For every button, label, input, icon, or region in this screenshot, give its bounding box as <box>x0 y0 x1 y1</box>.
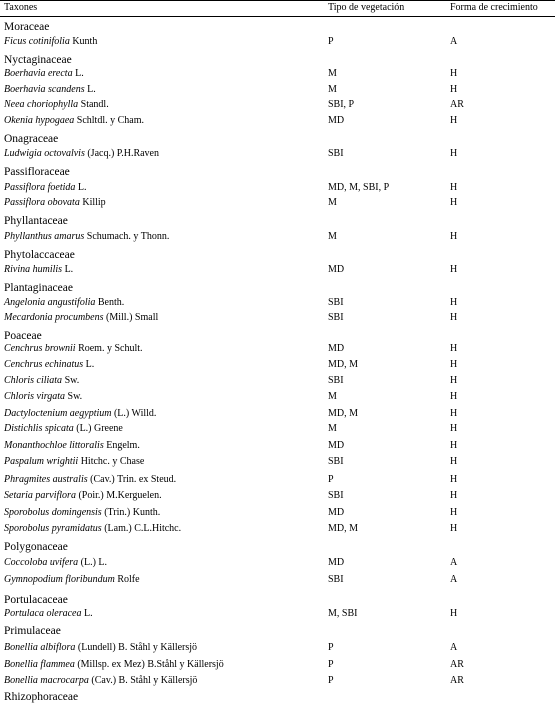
species-row <box>0 606 557 621</box>
growth-form-cell: AR <box>450 99 464 110</box>
taxon-cell <box>4 640 197 655</box>
species-row <box>0 555 557 570</box>
species-row <box>0 454 557 469</box>
taxon-cell <box>4 113 144 128</box>
vegetation-type-cell: P <box>328 659 334 670</box>
species-author: Standl. <box>78 99 109 110</box>
taxon-cell <box>4 195 106 210</box>
species-name: Cenchrus brownii <box>4 343 76 354</box>
species-name: Phragmites australis <box>4 474 88 485</box>
species-row <box>0 195 557 210</box>
species-author: (L.) L. <box>78 557 108 568</box>
taxon-cell <box>4 673 197 688</box>
species-author: L. <box>81 608 93 619</box>
growth-form-cell: H <box>450 197 458 208</box>
species-name: Sporobolus domingensis <box>4 507 102 518</box>
species-author: L. <box>75 182 87 193</box>
vegetation-type-cell: SBI <box>328 148 344 159</box>
growth-form-cell: H <box>450 264 458 275</box>
taxon-cell <box>4 406 156 421</box>
family-name: Plantaginaceae <box>4 282 73 294</box>
species-name: Ludwigia octovalvis <box>4 148 85 159</box>
species-name: Portulaca oleracea <box>4 608 82 619</box>
species-author: Hitchc. y Chase <box>78 456 145 467</box>
family-name: Phytolaccaceae <box>4 249 75 261</box>
species-name: Passiflora obovata <box>4 197 80 208</box>
taxon-cell <box>4 262 73 277</box>
species-row <box>0 113 557 128</box>
taxon-cell <box>4 341 143 356</box>
species-author: L. <box>83 359 95 370</box>
species-author: (Trin.) Kunth. <box>101 507 161 518</box>
species-name: Okenia hypogaea <box>4 115 75 126</box>
species-name: Chloris virgata <box>4 391 66 402</box>
species-name: Distichlis spicata <box>4 423 74 434</box>
species-row <box>0 488 557 503</box>
species-name: Cenchrus echinatus <box>4 359 84 370</box>
species-author: (Mill.) Small <box>103 312 159 323</box>
species-author: Kunth <box>69 36 98 47</box>
family-name: Rhizophoraceae <box>4 691 79 703</box>
species-row <box>0 373 557 388</box>
growth-form-cell: H <box>450 312 458 323</box>
growth-form-cell: H <box>450 148 458 159</box>
growth-form-cell: H <box>450 375 458 386</box>
species-author: Engelm. <box>103 440 140 451</box>
species-name: Monanthochloe littoralis <box>4 440 104 451</box>
species-author: (Millsp. ex Mez) B.Ståhl y Källersjö <box>74 659 224 670</box>
vegetation-type-cell: SBI <box>328 375 344 386</box>
vegetation-type-cell: MD, M <box>328 523 359 534</box>
species-name: Dactyloctenium aegyptium <box>4 408 112 419</box>
taxon-cell <box>4 34 97 49</box>
species-name: Boerhavia scandens <box>4 84 85 95</box>
vegetation-type-cell: M <box>328 197 337 208</box>
growth-form-cell: A <box>450 557 458 568</box>
species-name: Paspalum wrightii <box>4 456 79 467</box>
species-row <box>0 82 557 97</box>
taxon-cell <box>4 572 140 587</box>
family-row <box>0 539 557 556</box>
species-row <box>0 572 557 587</box>
growth-form-cell: H <box>450 408 458 419</box>
species-author: Schltdl. y Cham. <box>74 115 144 126</box>
species-row <box>0 34 557 49</box>
species-row <box>0 180 557 195</box>
taxon-cell <box>4 606 93 621</box>
taxon-cell <box>4 421 123 436</box>
species-name: Chloris ciliata <box>4 375 63 386</box>
taxon-cell <box>4 310 158 325</box>
vegetation-type-cell: SBI <box>328 456 344 467</box>
taxon-cell <box>4 555 107 570</box>
vegetation-type-cell: MD <box>328 264 345 275</box>
species-author: Benth. <box>95 297 125 308</box>
taxon-cell <box>4 97 109 112</box>
taxon-cell <box>4 488 162 503</box>
header-bottom-rule <box>0 16 555 17</box>
species-author: (L.) Willd. <box>111 408 157 419</box>
growth-form-cell: H <box>450 440 458 451</box>
species-name: Bonellia macrocarpa <box>4 675 89 686</box>
vegetation-type-cell: MD, M <box>328 359 359 370</box>
vegetation-type-cell: M <box>328 84 337 95</box>
species-row <box>0 389 557 404</box>
taxon-cell <box>4 180 87 195</box>
growth-form-cell: H <box>450 84 458 95</box>
vegetation-type-cell: P <box>328 642 334 653</box>
species-row <box>0 406 557 421</box>
family-row <box>0 689 557 706</box>
growth-form-cell: A <box>450 36 458 47</box>
species-author: Rolfe <box>114 574 140 585</box>
vegetation-type-cell: M <box>328 231 337 242</box>
species-row <box>0 438 557 453</box>
species-author: (Lundell) B. Ståhl y Källersjö <box>75 642 198 653</box>
species-row <box>0 357 557 372</box>
taxon-cell <box>4 295 124 310</box>
taxon-cell <box>4 505 160 520</box>
growth-form-cell: H <box>450 507 458 518</box>
family-name: Poaceae <box>4 330 42 342</box>
species-name: Bonellia flammea <box>4 659 75 670</box>
family-name: Nyctaginaceae <box>4 54 72 66</box>
species-row <box>0 673 557 688</box>
species-author: Sw. <box>65 391 83 402</box>
growth-form-cell: H <box>450 297 458 308</box>
taxon-cell <box>4 657 224 672</box>
species-author: Roem. y Schult. <box>75 343 143 354</box>
species-author: Killip <box>79 197 106 208</box>
species-name: Ficus cotinifolia <box>4 36 70 47</box>
vegetation-type-cell: MD, M, SBI, P <box>328 182 390 193</box>
vegetation-type-cell: P <box>328 675 334 686</box>
vegetation-type-cell: SBI <box>328 312 344 323</box>
family-name: Phyllantaceae <box>4 215 68 227</box>
species-row <box>0 640 557 655</box>
header-vegetation-type: Tipo de vegetación <box>328 2 405 13</box>
species-row <box>0 521 557 536</box>
species-row <box>0 262 557 277</box>
vegetation-type-cell: MD, M <box>328 408 359 419</box>
vegetation-type-cell: P <box>328 474 334 485</box>
species-row <box>0 66 557 81</box>
taxon-cell <box>4 357 94 372</box>
growth-form-cell: H <box>450 182 458 193</box>
species-name: Coccoloba uvifera <box>4 557 79 568</box>
vegetation-type-cell: P <box>328 36 334 47</box>
growth-form-cell: H <box>450 115 458 126</box>
species-row <box>0 146 557 161</box>
species-name: Passiflora foetida <box>4 182 76 193</box>
taxon-cell <box>4 373 79 388</box>
species-name: Mecardonia procumbens <box>4 312 104 323</box>
vegetation-type-cell: M <box>328 391 337 402</box>
species-author: (Poir.) M.Kerguelen. <box>75 490 162 501</box>
species-row <box>0 657 557 672</box>
taxon-cell <box>4 146 159 161</box>
vegetation-type-cell: MD <box>328 557 345 568</box>
species-name: Sporobolus pyramidatus <box>4 523 102 534</box>
species-row <box>0 295 557 310</box>
species-row <box>0 341 557 356</box>
header-growth-form: Forma de crecimiento <box>450 2 538 13</box>
species-name: Phyllanthus amarus <box>4 231 85 242</box>
family-name: Portulacaceae <box>4 594 68 606</box>
growth-form-cell: H <box>450 391 458 402</box>
species-row <box>0 421 557 436</box>
taxon-cell <box>4 521 181 536</box>
family-row <box>0 213 557 230</box>
vegetation-type-cell: SBI, P <box>328 99 355 110</box>
growth-form-cell: H <box>450 423 458 434</box>
taxon-cell <box>4 389 82 404</box>
species-author: (L.) Greene <box>73 423 123 434</box>
species-author: Sw. <box>62 375 80 386</box>
growth-form-cell: H <box>450 608 458 619</box>
growth-form-cell: A <box>450 574 458 585</box>
species-author: (Cav.) B. Ståhl y Källersjö <box>88 675 198 686</box>
species-name: Neea choriophylla <box>4 99 79 110</box>
species-name: Setaria parviflora <box>4 490 76 501</box>
family-name: Passifloraceae <box>4 166 70 178</box>
species-author: (Lam.) C.L.Hitchc. <box>101 523 182 534</box>
growth-form-cell: H <box>450 490 458 501</box>
growth-form-cell: H <box>450 474 458 485</box>
species-author: (Cav.) Trin. ex Steud. <box>87 474 177 485</box>
species-row <box>0 97 557 112</box>
species-author: Schumach. y Thonn. <box>84 231 170 242</box>
vegetation-type-cell: SBI <box>328 297 344 308</box>
vegetation-type-cell: MD <box>328 343 345 354</box>
species-name: Boerhavia erecta <box>4 68 73 79</box>
growth-form-cell: H <box>450 343 458 354</box>
species-author: L. <box>62 264 74 275</box>
taxon-cell <box>4 82 96 97</box>
vegetation-type-cell: MD <box>328 507 345 518</box>
growth-form-cell: H <box>450 231 458 242</box>
family-row <box>0 623 557 640</box>
species-name: Rivina humilis <box>4 264 63 275</box>
species-author: (Jacq.) P.H.Raven <box>84 148 159 159</box>
family-name: Polygonaceae <box>4 541 68 553</box>
growth-form-cell: H <box>450 456 458 467</box>
species-row <box>0 310 557 325</box>
taxon-cell <box>4 229 169 244</box>
taxon-cell <box>4 454 144 469</box>
species-name: Bonellia albiflora <box>4 642 76 653</box>
taxon-cell <box>4 438 140 453</box>
vegetation-type-cell: M <box>328 423 337 434</box>
vegetation-type-cell: SBI <box>328 574 344 585</box>
family-name: Onagraceae <box>4 133 59 145</box>
growth-form-cell: AR <box>450 659 464 670</box>
header-taxa: Taxones <box>4 2 38 13</box>
species-row <box>0 505 557 520</box>
family-row <box>0 164 557 181</box>
vegetation-type-cell: M <box>328 68 337 79</box>
vegetation-type-cell: M, SBI <box>328 608 358 619</box>
species-author: L. <box>84 84 96 95</box>
species-name: Gymnopodium floribundum <box>4 574 115 585</box>
species-row <box>0 229 557 244</box>
family-name: Moraceae <box>4 21 50 33</box>
growth-form-cell: H <box>450 359 458 370</box>
species-name: Angelonia angustifolia <box>4 297 96 308</box>
family-name: Primulaceae <box>4 625 61 637</box>
growth-form-cell: H <box>450 68 458 79</box>
species-row <box>0 472 557 487</box>
species-author: L. <box>72 68 84 79</box>
vegetation-type-cell: MD <box>328 440 345 451</box>
growth-form-cell: AR <box>450 675 464 686</box>
growth-form-cell: A <box>450 642 458 653</box>
vegetation-type-cell: MD <box>328 115 345 126</box>
taxon-cell <box>4 66 84 81</box>
taxon-cell <box>4 472 176 487</box>
growth-form-cell: H <box>450 523 458 534</box>
vegetation-type-cell: SBI <box>328 490 344 501</box>
